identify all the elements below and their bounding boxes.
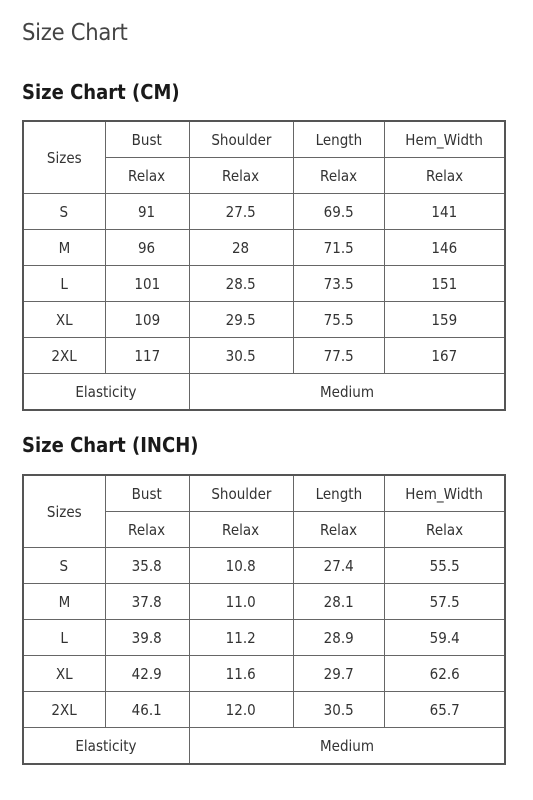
table-cell: 10.8 [189,548,293,584]
table-row [23,656,505,692]
size-cell: XL [23,302,105,338]
table-cell: 75.5 [293,302,384,338]
section-title-cm: Size Chart (CM) [22,80,180,104]
table-cell: 28.9 [293,620,384,656]
table-cell: 65.7 [384,692,505,728]
sizes-header: Sizes [23,121,105,194]
size-cell: L [23,620,105,656]
table-row [23,692,505,728]
table-cell: 71.5 [293,230,384,266]
sizes-header: Sizes [23,475,105,548]
table-cell: 11.2 [189,620,293,656]
footer-row [23,728,505,765]
table-cell: 159 [384,302,505,338]
subheader-cell: Relax [384,512,505,548]
subheader-cell: Relax [293,512,384,548]
subheader-cell: Relax [105,512,189,548]
page-title: Size Chart [22,20,128,46]
table-cell: 30.5 [293,692,384,728]
table-cell: 96 [105,230,189,266]
table-cell: 12.0 [189,692,293,728]
section-title-inch: Size Chart (INCH) [22,433,199,457]
table-row [23,338,505,374]
footer-row [23,374,505,411]
table-cell: 27.5 [189,194,293,230]
column-header-shoulder: Shoulder [189,121,293,158]
table-cell: 91 [105,194,189,230]
table-cell: 73.5 [293,266,384,302]
subheader-cell: Relax [384,158,505,194]
table-row [23,584,505,620]
size-table-cm [22,120,506,411]
table-cell: 109 [105,302,189,338]
table-cell: 28 [189,230,293,266]
table-cell: 57.5 [384,584,505,620]
table-cell: 37.8 [105,584,189,620]
table-row [23,194,505,230]
header-row [23,121,505,158]
table-cell: 146 [384,230,505,266]
column-header-bust: Bust [105,475,189,512]
table-row [23,230,505,266]
size-cell: 2XL [23,338,105,374]
table-cell: 35.8 [105,548,189,584]
table-cell: 117 [105,338,189,374]
table-row [23,302,505,338]
table-cell: 39.8 [105,620,189,656]
column-header-bust: Bust [105,121,189,158]
table-cell: 29.5 [189,302,293,338]
column-header-shoulder: Shoulder [189,475,293,512]
table-cell: 27.4 [293,548,384,584]
table-cell: 141 [384,194,505,230]
subheader-cell: Relax [189,158,293,194]
table-cell: 11.6 [189,656,293,692]
table-cell: 42.9 [105,656,189,692]
subheader-cell: Relax [293,158,384,194]
column-header-length: Length [293,475,384,512]
table-row [23,548,505,584]
column-header-length: Length [293,121,384,158]
size-cell: L [23,266,105,302]
header-row [23,475,505,512]
size-cell: XL [23,656,105,692]
subheader-cell: Relax [189,512,293,548]
table-cell: 167 [384,338,505,374]
elasticity-label: Elasticity [23,374,189,411]
table-cell: 30.5 [189,338,293,374]
table-cell: 28.1 [293,584,384,620]
elasticity-value: Medium [189,728,505,765]
size-cell: M [23,584,105,620]
size-cell: M [23,230,105,266]
table-cell: 55.5 [384,548,505,584]
table-cell: 101 [105,266,189,302]
table-cell: 46.1 [105,692,189,728]
table-cell: 69.5 [293,194,384,230]
table-cell: 11.0 [189,584,293,620]
table-cell: 29.7 [293,656,384,692]
elasticity-value: Medium [189,374,505,411]
table-row [23,620,505,656]
table-cell: 151 [384,266,505,302]
size-cell: 2XL [23,692,105,728]
table-row [23,266,505,302]
table-cell: 59.4 [384,620,505,656]
subheader-cell: Relax [105,158,189,194]
size-table-inch [22,474,506,765]
column-header-hem-width: Hem_Width [384,121,505,158]
column-header-hem-width: Hem_Width [384,475,505,512]
size-cell: S [23,194,105,230]
table-cell: 77.5 [293,338,384,374]
size-cell: S [23,548,105,584]
table-cell: 62.6 [384,656,505,692]
elasticity-label: Elasticity [23,728,189,765]
table-cell: 28.5 [189,266,293,302]
